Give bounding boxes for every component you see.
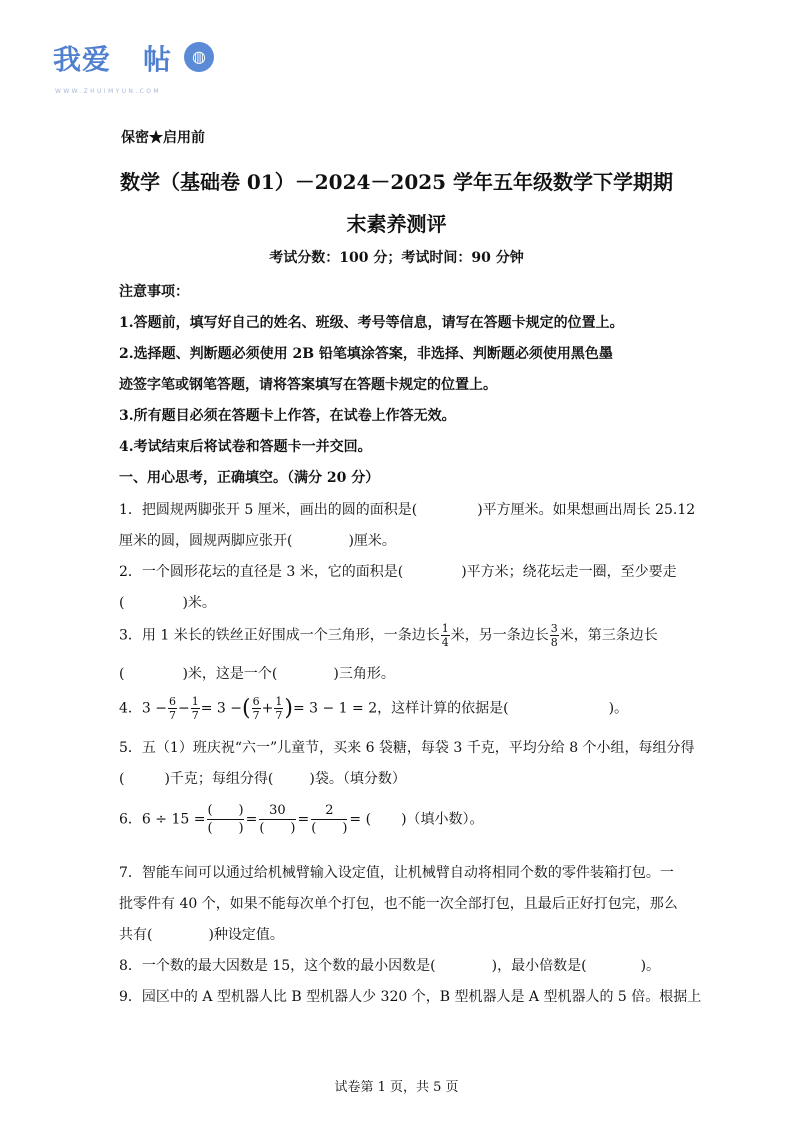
- q4-fraction-4: [274, 695, 283, 722]
- q6-fraction-3: [311, 802, 347, 837]
- logo-word-1: 我爱: [53, 43, 112, 76]
- question-2-line-1: [119, 561, 677, 581]
- q6-fraction-3-denominator-blank[interactable]: ( ): [311, 821, 348, 836]
- q3-text-c: 米，第三条边长: [559, 627, 658, 644]
- q1-text-d: )厘米。: [348, 533, 396, 549]
- q7-text-d: )种设定值。: [208, 927, 284, 943]
- notes-heading: 注意事项：: [119, 284, 189, 300]
- q8-text-b: )，最小倍数是(: [491, 958, 587, 974]
- note-4: 4.考试结束后将试卷和答题卡一并交回。: [119, 439, 372, 455]
- q6-fraction-2-numerator: 30: [259, 802, 295, 820]
- q4-fraction-1-numerator: 6: [169, 695, 177, 708]
- q7-text-c: 共有(: [119, 927, 153, 943]
- q3-text-g: )三角形。: [333, 666, 395, 682]
- q4-fraction-1-denominator: 7: [169, 709, 177, 722]
- question-5-line-2: [119, 768, 406, 788]
- question-9-line-1: 9．园区中的 A 型机器人比 B 型机器人少 320 个，B 型机器人是 A 型机器人的 5 倍。根据上: [119, 989, 702, 1005]
- q4-fraction-3: [252, 695, 261, 722]
- q2-text-d: )米。: [182, 595, 216, 611]
- q4-expr-a: 3 −: [141, 700, 168, 717]
- q5-text-b: (: [119, 771, 125, 787]
- q4-expr-c: = 3 − 1 = 2: [292, 700, 378, 717]
- q4-fraction-2: [191, 695, 200, 722]
- q2-text-b: )平方米；绕花坛走一圈，至少要走: [461, 564, 677, 580]
- q6-equals-3: = (: [349, 811, 372, 828]
- exam-title-line-1: 数学（基础卷 01）－2024－2025 学年五年级数学下学期期: [119, 170, 674, 194]
- question-7-line-1: 7．智能车间可以通过给机械臂输入设定值，让机械臂自动将相同个数的零件装箱打包。一: [119, 865, 674, 881]
- q6-equals-2: =: [297, 811, 310, 828]
- q4-fraction-3-denominator: 7: [252, 709, 260, 722]
- q4-fraction-4-denominator: 7: [275, 709, 283, 722]
- q1-text-a: 1．把圆规两脚张开 5 厘米，画出的圆的面积是(: [119, 502, 418, 518]
- q6-fraction-1: [207, 802, 243, 837]
- logo-text: [53, 38, 172, 78]
- exam-title-line-2: 末素养测评: [346, 212, 447, 236]
- q4-fraction-3-numerator: 6: [252, 695, 260, 708]
- q3-text-a: 3．用 1 米长的铁丝正好围成一个三角形，一条边长: [119, 627, 440, 644]
- q6-fraction-1-numerator-blank[interactable]: ( ): [207, 803, 244, 818]
- section-1-heading: 一、用心思考，正确填空。（满分 20 分）: [119, 470, 380, 486]
- confidential-label: 保密★启用前: [121, 130, 205, 146]
- q6-fraction-2: [259, 802, 295, 837]
- q2-text-c: (: [119, 595, 125, 611]
- q6-fraction-3-numerator: 2: [311, 802, 347, 820]
- q4-expr-b: = 3 −: [200, 700, 243, 717]
- q5-text-c: )千克；每组分得(: [164, 771, 274, 787]
- q6-equals-1: =: [245, 811, 258, 828]
- question-4: [119, 695, 628, 722]
- q2-text-a: 2．一个圆形花坛的直径是 3 米，它的面积是(: [119, 564, 404, 580]
- q4-expr-minus: −: [178, 700, 190, 717]
- logo-url: WWW.ZHUIMYUN.COM: [55, 88, 161, 95]
- q6-number: 6．: [119, 811, 142, 828]
- note-2-line-2: 迹签字笔或钢笔答题，请将答案填写在答题卡规定的位置上。: [119, 377, 497, 393]
- q6-expr-a: 6 ÷ 15 =: [141, 811, 206, 828]
- question-7-line-2: 批零件有 40 个，如果不能每次单个打包，也不能一次全部打包，且最后正好打包完，那么: [119, 896, 678, 912]
- q3-fraction-1-denominator: 4: [441, 636, 449, 649]
- note-1: 1.答题前，填写好自己的姓名、班级、考号等信息，请写在答题卡规定的位置上。: [119, 315, 624, 331]
- q4-right-paren: ): [284, 696, 293, 721]
- q6-fraction-1-denominator-blank[interactable]: ( ): [207, 821, 244, 836]
- q8-text-a: 8．一个数的最大因数是 15，这个数的最小因数是(: [119, 958, 436, 974]
- q4-fraction-2-denominator: 7: [191, 709, 199, 722]
- question-3-line-1: [119, 622, 658, 649]
- question-7-line-3: [119, 924, 284, 944]
- note-3: 3.所有题目必须在答题卡上作答，在试卷上作答无效。: [119, 408, 456, 424]
- question-8: [119, 955, 660, 975]
- q3-fraction-2-denominator: 8: [550, 636, 558, 649]
- exam-score-time: 考试分数：100 分；考试时间：90 分钟: [269, 250, 524, 266]
- q3-text-b: 米，另一条边长: [450, 627, 549, 644]
- question-6: [119, 802, 484, 837]
- q4-number: 4．: [119, 700, 142, 717]
- logo-word-2: 帖: [143, 43, 173, 76]
- q4-text-h: ，这样计算的依据是(: [377, 700, 509, 717]
- question-1-line-2: [119, 530, 396, 550]
- q4-left-paren: (: [242, 696, 251, 721]
- question-2-line-2: [119, 592, 216, 612]
- q8-text-c: )。: [640, 958, 661, 974]
- q1-text-b: )平方厘米。如果想画出周长 25.12: [477, 502, 696, 518]
- q6-fraction-2-denominator-blank[interactable]: ( ): [259, 821, 296, 836]
- q6-text-g: )（填小数）。: [401, 811, 484, 828]
- page-footer: 试卷第 1 页，共 5 页: [334, 1080, 459, 1095]
- logo-chat-icon: ◍: [184, 42, 214, 72]
- q3-fraction-1-numerator: 1: [441, 622, 449, 635]
- question-5-line-1: 5．五（1）班庆祝“六一”儿童节，买来 6 袋糖，每袋 3 千克，平均分给 8 个小组，每组分得: [119, 740, 695, 756]
- q3-fraction-2-numerator: 3: [550, 622, 558, 635]
- q4-fraction-2-numerator: 1: [191, 695, 199, 708]
- q4-text-i: )。: [608, 700, 629, 717]
- question-3-line-2: [119, 663, 395, 683]
- note-2-line-1: 2.选择题、判断题必须使用 2B 铅笔填涂答案，非选择、判断题必须使用黑色墨: [119, 346, 613, 362]
- q4-fraction-1: [168, 695, 177, 722]
- q4-fraction-4-numerator: 1: [275, 695, 283, 708]
- q3-text-d: (: [119, 666, 125, 682]
- q1-text-c: 厘米的圆，圆规两脚应张开(: [119, 533, 293, 549]
- q5-text-d: )袋。（填分数）: [309, 771, 406, 787]
- q4-expr-plus: +: [261, 700, 274, 717]
- q3-fraction-1: [441, 622, 450, 649]
- q3-fraction-2: [550, 622, 559, 649]
- q3-text-e: )米，这是一个(: [182, 666, 278, 682]
- question-1-line-1: [119, 499, 695, 519]
